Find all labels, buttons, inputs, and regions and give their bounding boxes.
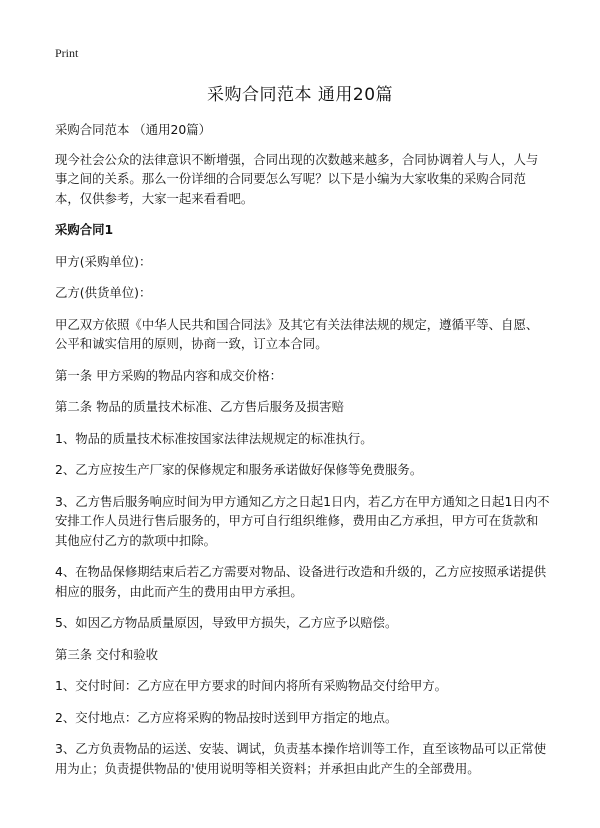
- page-title: 采购合同范本 通用20篇: [206, 85, 394, 105]
- clause-2-heading: 第二条 物品的质量技术标准、乙方售后服务及损害赔: [55, 399, 344, 414]
- document-body: [55, 120, 550, 790]
- clause-2-item-2: 2、乙方应按生产厂家的保修规定和服务承诺做好保修等免费服务。: [55, 462, 423, 477]
- clause-2-item-5: 5、如因乙方物品质量原因，导致甲方损失，乙方应予以赔偿。: [55, 615, 398, 630]
- clause-1-heading: 第一条 甲方采购的物品内容和成交价格：: [55, 367, 282, 383]
- clause-2-item-4: 4、在物品保修期结束后若乙方需要对物品、设备进行改造和升级的，乙方应按照承诺提供相应的服务，由此而产生的费用由甲方承担。: [55, 564, 547, 599]
- paragraph-party-a: 甲方(采购单位)：: [55, 253, 152, 269]
- clause-2-item-1: 1、物品的质量技术标准按国家法律法规规定的标准执行。: [55, 430, 373, 446]
- intro-paragraph: 现今社会公众的法律意识不断增强，合同出现的次数越来越多，合同协调着人与人，人与事之间的关系。那么一份详细的合同要怎么写呢？以下是小编为大家收集的采购合同范本，仅供参考，大家一起来看看吧。: [55, 151, 539, 206]
- section-heading: 采购合同1: [55, 222, 114, 237]
- print-link[interactable]: Print: [55, 46, 79, 60]
- clause-3-item-3: 3、乙方负责物品的运送、安装、调试，负责基本操作培训等工作，直至该物品可以正常使用为止；负责提供物品的'使用说明等相关资料；并承担由此产生的全部费用。: [55, 741, 547, 776]
- paragraph-agreement: 甲乙双方依照《中华人民共和国合同法》及其它有关法律法规的规定，遵循平等、自愿、公平和诚实信用的原则，协商一致，订立本合同。: [55, 316, 539, 351]
- paragraph-party-b: 乙方(供货单位)：: [55, 285, 152, 300]
- clause-2-item-3: 3、乙方售后服务响应时间为甲方通知乙方之日起1日内，若乙方在甲方通知之日起1日内不安排工作人员进行售后服务的，甲方可自行组织维修，费用由乙方承担，甲方可在货款和其他应付乙方的款项中扣除。: [55, 493, 550, 548]
- clause-3-item-2: 2、交付地点：乙方应将采购的物品按时送到甲方指定的地点。: [55, 709, 398, 725]
- document-subtitle: 采购合同范本 （通用20篇）: [55, 122, 212, 137]
- clause-3-heading: 第三条 交付和验收: [55, 646, 159, 662]
- clause-3-item-1: 1、交付时间：乙方应在甲方要求的时间内将所有采购物品交付给甲方。: [55, 678, 447, 693]
